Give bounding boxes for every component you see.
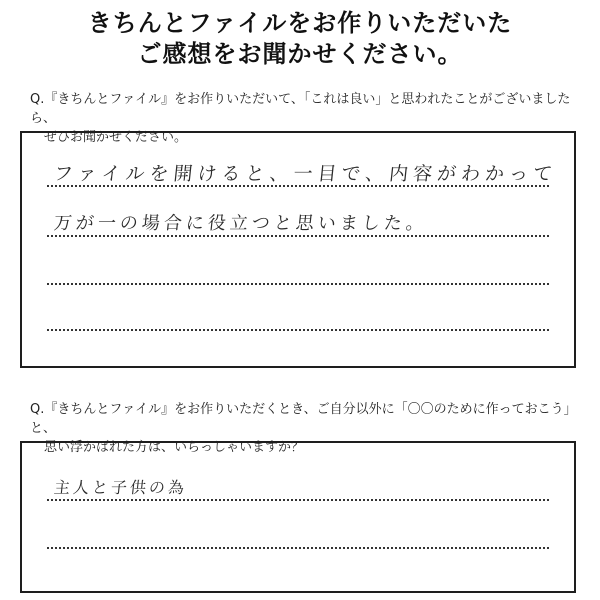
answer-box-2[interactable]: [20, 441, 576, 593]
answer-1-rule-1: [47, 185, 549, 187]
answer-1-rule-2: [47, 235, 549, 237]
answer-1-line-2-text: 万が一の場合に役立つと思いました。: [52, 213, 429, 234]
answer-2-line-1-text: 主人と子供の為: [52, 478, 188, 497]
page-title-line-1: きちんとファイルをお作りいただいた: [87, 9, 513, 37]
answer-2-rule-1: [47, 499, 549, 501]
question-1-line-1: Q.『きちんとファイル』をお作りいただいて、「これは良い」と思われたことがございましたら、: [30, 92, 571, 126]
page-title-line-2: ご感想をお聞かせください。: [137, 40, 463, 68]
answer-1-line-1-text: ファイルを開けると、一目で、内容がわかって: [52, 163, 559, 185]
answer-2-rule-2: [47, 547, 549, 549]
question-1-line-2: ぜひお聞かせください。: [44, 130, 188, 145]
question-2-line-2: 思い浮かばれた方は、いらっしゃいますか？: [44, 440, 305, 455]
answer-1-rule-3: [47, 283, 549, 285]
answer-1-rule-4: [47, 329, 549, 331]
answer-box-1[interactable]: [20, 131, 576, 368]
question-2-line-1: Q.『きちんとファイル』をお作りいただくとき、ご自分以外に「〇〇のために作っておこう」と、: [30, 402, 577, 436]
